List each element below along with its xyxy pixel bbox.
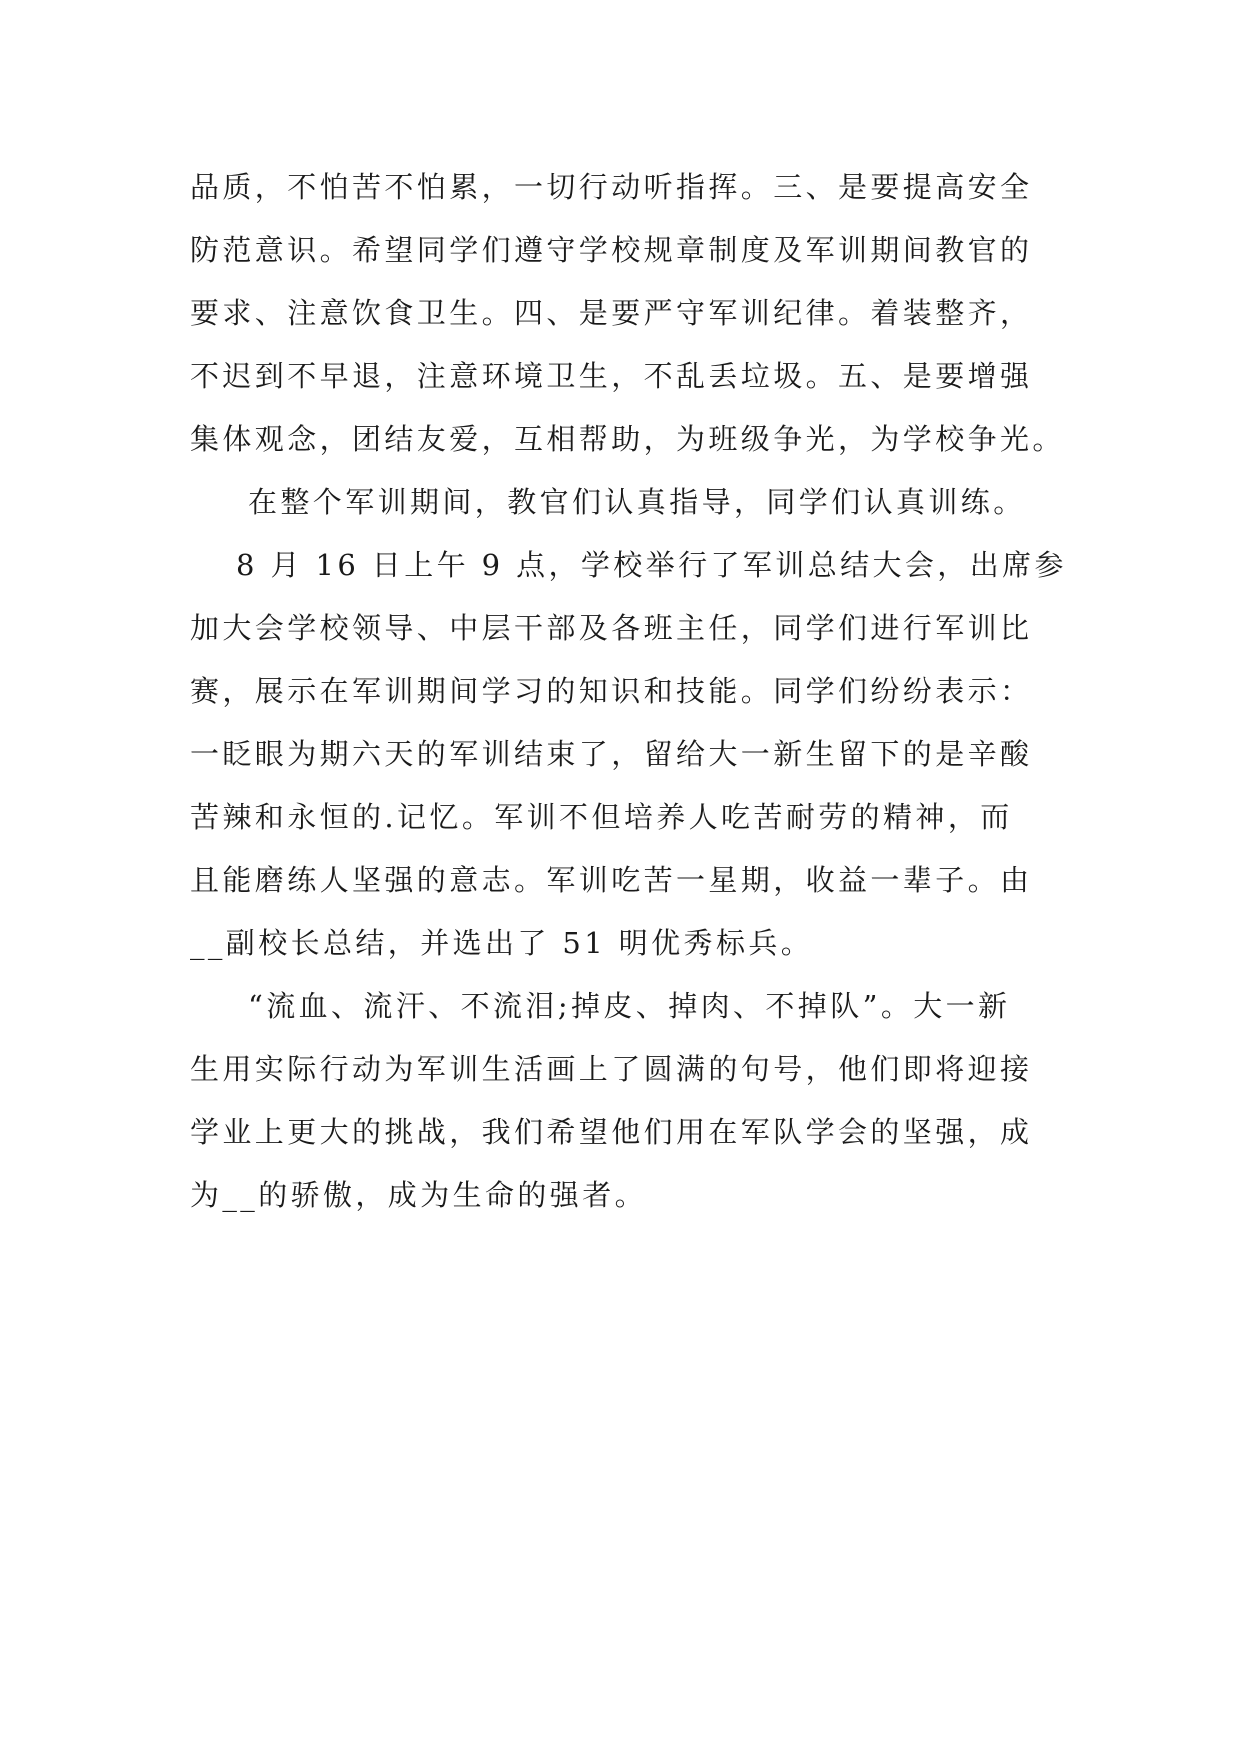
paragraph-first-line: “流血、流汗、不流泪;掉皮、掉肉、不掉队”。大一新 xyxy=(248,989,1011,1023)
paragraph-first-line: 8 月 16 日上午 9 点，学校举行了军训总结大会，出席参 xyxy=(236,548,1067,582)
text-line: 学业上更大的挑战，我们希望他们用在军队学会的坚强，成 xyxy=(190,1115,1033,1149)
text-line: 为__的骄傲，成为生命的强者。 xyxy=(190,1178,648,1212)
text-line: 集体观念，团结友爱，互相帮助，为班级争光，为学校争光。 xyxy=(190,422,1065,456)
text-line: 不迟到不早退，注意环境卫生，不乱丢垃圾。五、是要增强 xyxy=(190,359,1033,393)
text-line: __副校长总结，并选出了 51 明优秀标兵。 xyxy=(190,926,814,960)
document-body xyxy=(190,156,1067,1227)
text-line: 要求、注意饮食卫生。四、是要严守军训纪律。着装整齐， xyxy=(190,296,1033,330)
text-line: 生用实际行动为军训生活画上了圆满的句号，他们即将迎接 xyxy=(190,1052,1033,1086)
paragraph-first-line: 在整个军训期间，教官们认真指导，同学们认真训练。 xyxy=(248,485,1026,519)
text-line: 品质，不怕苦不怕累，一切行动听指挥。三、是要提高安全 xyxy=(190,170,1033,204)
text-line: 苦辣和永恒的.记忆。军训不但培养人吃苦耐劳的精神，而 xyxy=(190,800,1013,834)
text-line: 赛，展示在军训期间学习的知识和技能。同学们纷纷表示： xyxy=(190,674,1033,708)
text-line: 且能磨练人坚强的意志。军训吃苦一星期，收益一辈子。由 xyxy=(190,863,1033,897)
text-line: 一眨眼为期六天的军训结束了，留给大一新生留下的是辛酸 xyxy=(190,737,1033,771)
text-line: 加大会学校领导、中层干部及各班主任，同学们进行军训比 xyxy=(190,611,1033,645)
text-line: 防范意识。希望同学们遵守学校规章制度及军训期间教官的 xyxy=(190,233,1033,267)
